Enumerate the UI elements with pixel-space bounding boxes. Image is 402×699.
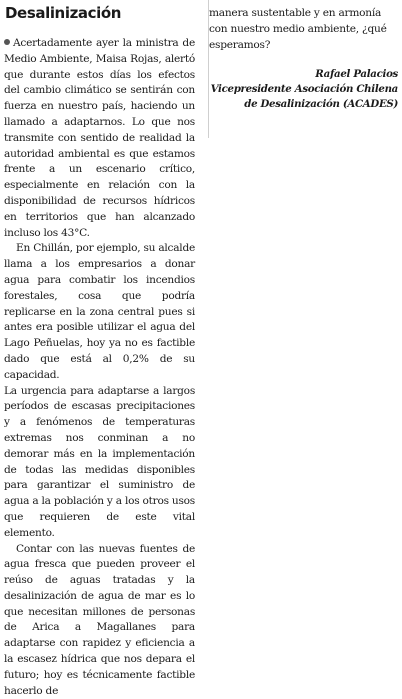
signature-name: Rafael Palacios (209, 67, 398, 82)
letter-right-column (209, 6, 400, 112)
paragraph-1 (4, 36, 195, 241)
signature-title-line-1: Vicepresidente Asociación Chilena (209, 82, 398, 97)
paragraph-1-text: Acertadamente ayer la ministra de Medio Ambiente, Maisa Rojas, alertó que durante estos días los efectos del cambio climático se sentirán con fuerza en nuestro país, haciendo un llamado a adaptarnos. Lo que nos transmite con sentido de realidad la autoridad ambiental es que estamos frente a un escenario crítico, especialmente en relación con la disponibilidad de recursos hídricos en territorios que han alcanzado incluso los 43°C. (4, 37, 195, 239)
signature-title-line-2: de Desalinización (ACADES) (209, 97, 398, 112)
signature-block (209, 67, 400, 112)
paragraph-3: La urgencia para adaptarse a largos períodos de escasas precipitaciones y a fenómenos de temperaturas extremas nos conminan a no demorar más en la implementación de todas las medidas disponibles para garantizar el suministro de agua a la población y a los otros usos que requieren de este vital elemento. (4, 384, 195, 542)
letter-body (4, 36, 195, 699)
paragraph-4: Contar con las nuevas fuentes de agua fresca que pueden proveer el reúso de aguas tratadas y la desalinización de agua de mar es lo que necesitan millones de personas de Arica a Magallanes para adaptarse con rapidez y eficiencia a la escasez hídrica que nos depara el futuro; hoy es técnicamente factible hacerlo de (4, 542, 195, 699)
bullet-dot-icon (4, 39, 10, 45)
letter-left-column (4, 4, 195, 699)
letter-headline: Desalinización (5, 4, 195, 23)
continuation-text: manera sustentable y en armonía con nuestro medio ambiente, ¿qué esperamos? (209, 6, 400, 53)
paragraph-2: En Chillán, por ejemplo, su alcalde llama a los empresarios a donar agua para combatir los incendios forestales, cosa que podría replicarse en la zona central pues si antes era posible utilizar el agua del Lago Peñuelas, hoy ya no es factible dado que está al 0,2% de su capacidad. (4, 241, 195, 383)
